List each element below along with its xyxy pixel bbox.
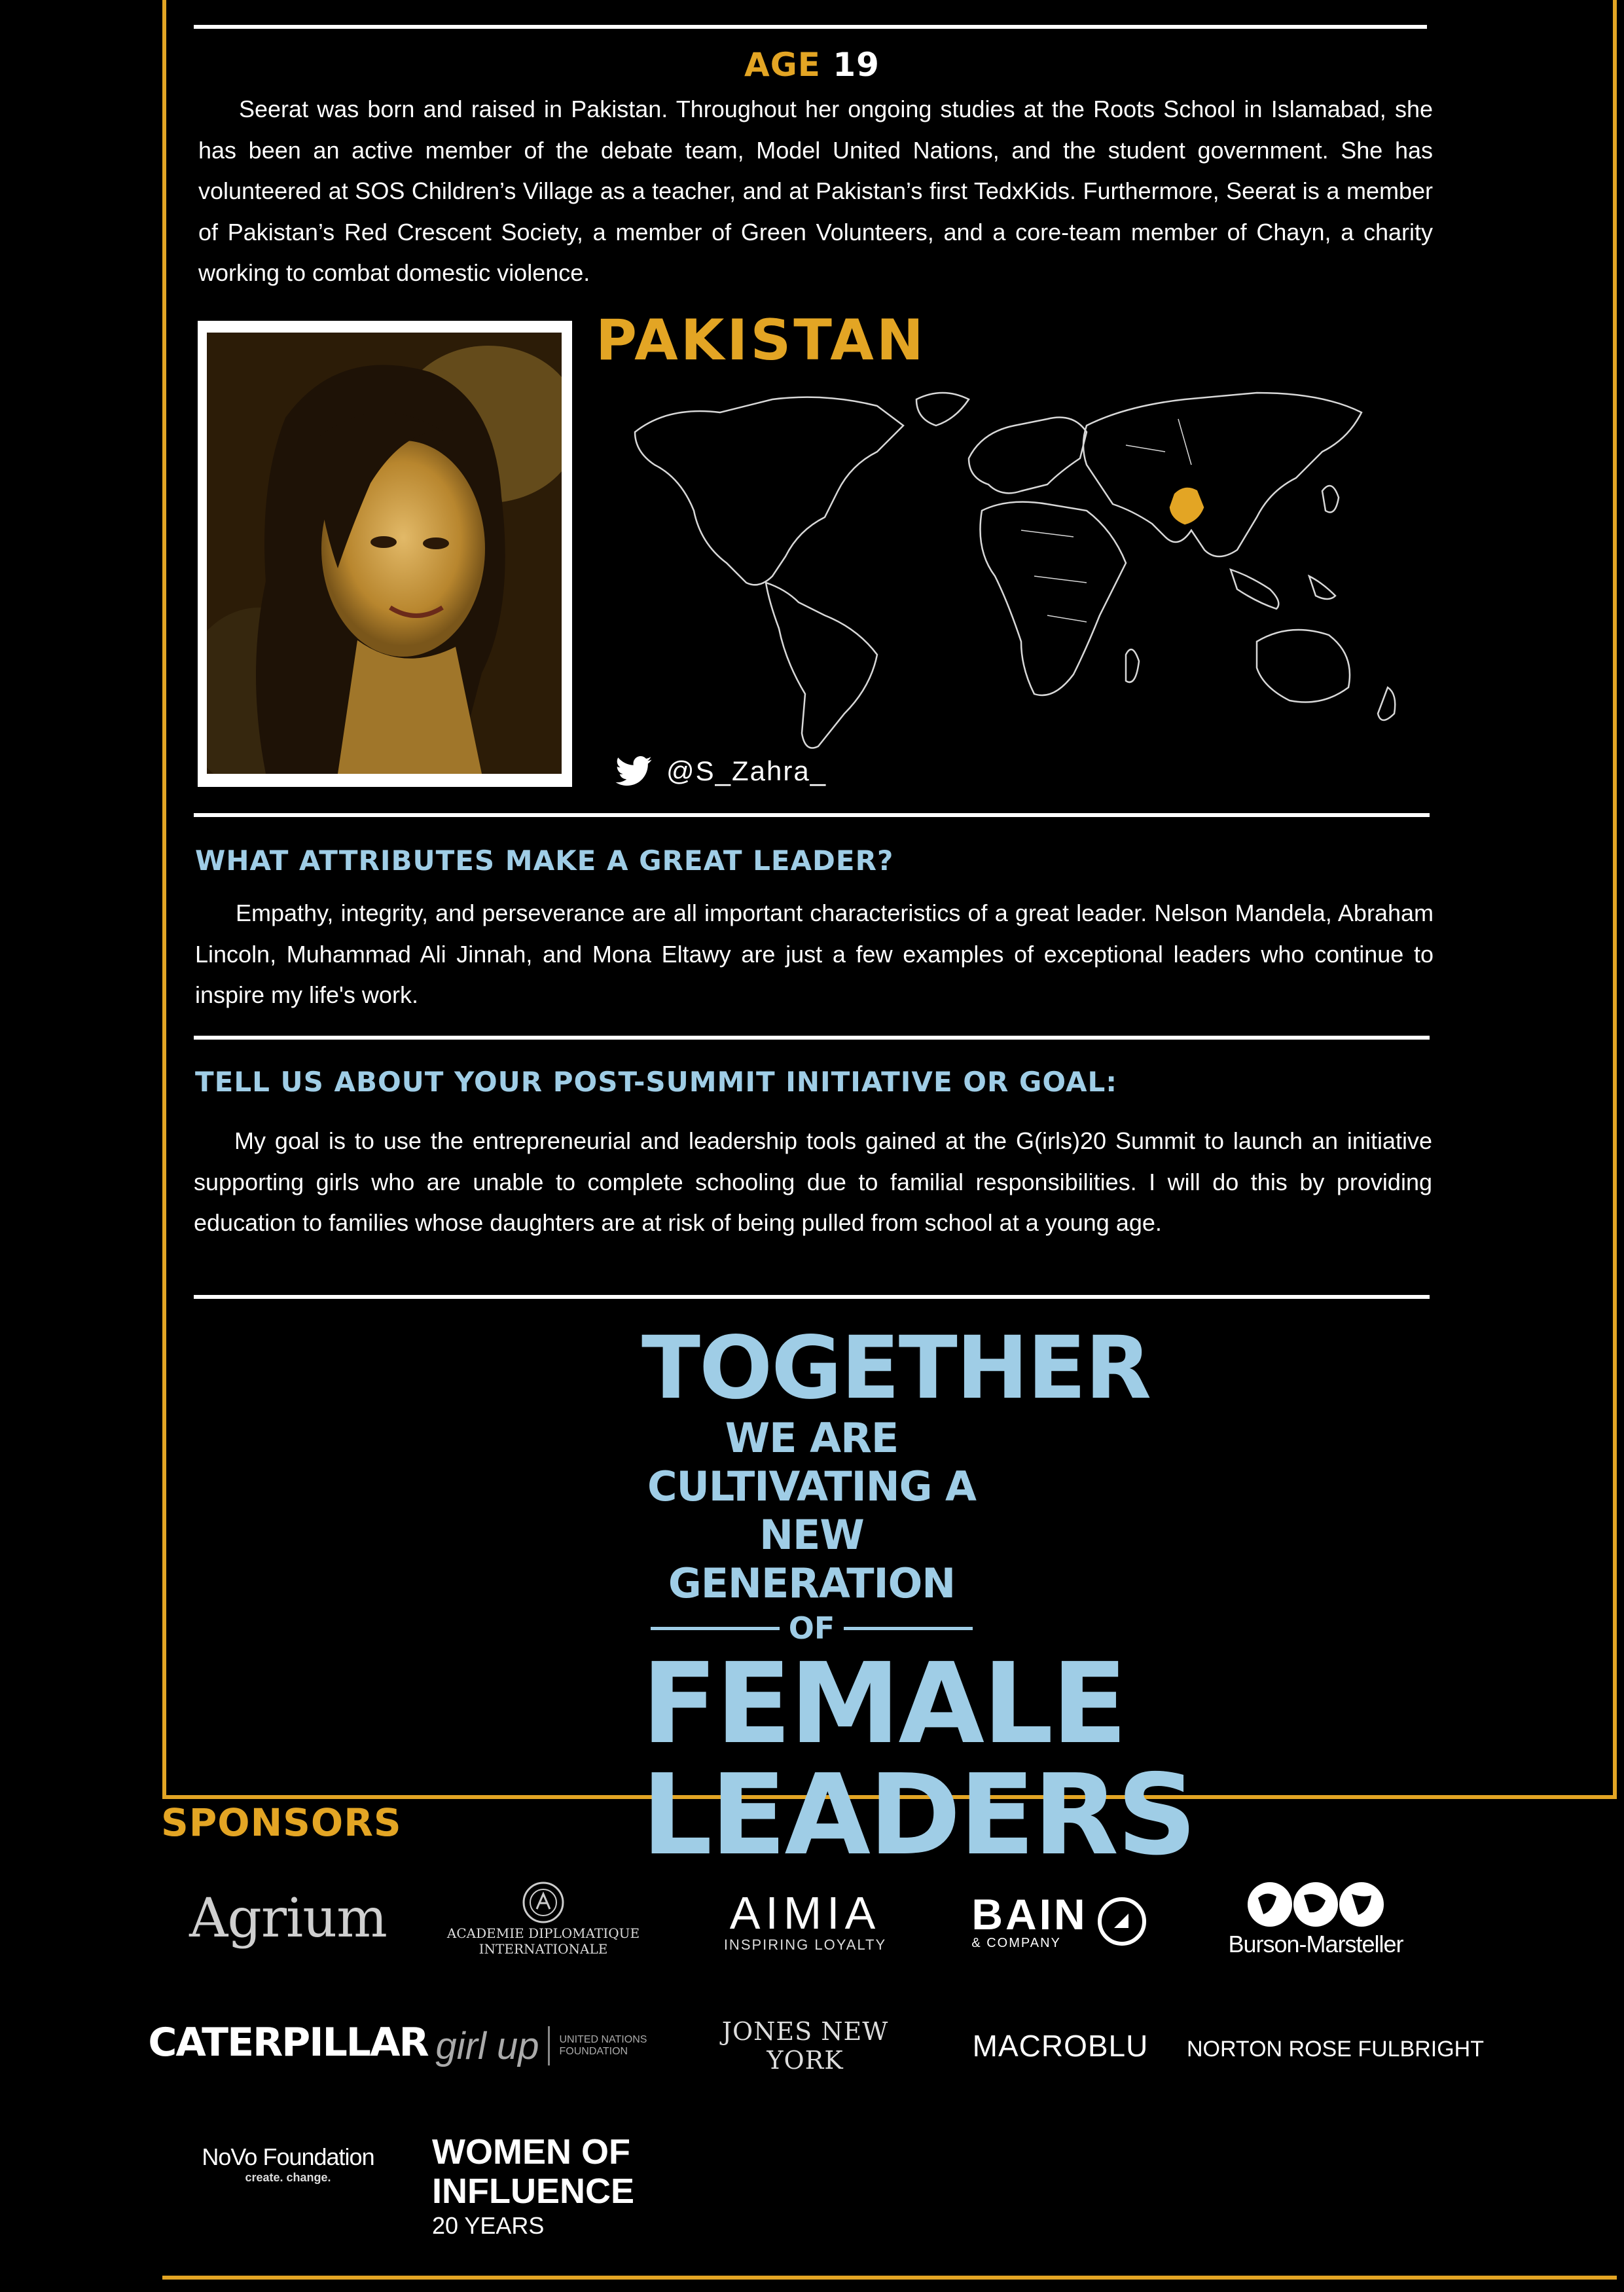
sponsor-caterpillar-logo[interactable] <box>148 2010 428 2075</box>
academie-seal-icon <box>517 1880 569 1925</box>
world-map <box>628 380 1427 759</box>
slogan-of-text: OF <box>788 1610 835 1646</box>
sponsor-bain-name: BAIN <box>971 1889 1088 1938</box>
globes-icon <box>1244 1878 1388 1931</box>
sponsor-norton-logo[interactable] <box>1186 2020 1485 2079</box>
top-divider <box>194 25 1427 29</box>
sponsor-novo-name: NoVo Foundation <box>202 2143 374 2170</box>
age-heading <box>0 46 1624 84</box>
bain-circle-icon <box>1094 1894 1149 1949</box>
sponsor-women-of-influence-logo[interactable] <box>432 2128 668 2246</box>
question-2-answer: My goal is to use the entrepreneurial and leadership tools gained at the G(irls)20 Summit to launch an initiative supporting girls who are unable to complete schooling due to familial responsibilities. I will do this by providing education to families whose daughters are at risk of being pulled from school at a young age. <box>194 1127 1432 1236</box>
age-value: 19 <box>833 46 880 84</box>
twitter-handle: @S_Zahra_ <box>666 755 827 786</box>
sponsor-woi-sub: 20 YEARS <box>432 2212 545 2239</box>
sponsor-jones-name: JONES NEW YORK <box>721 2017 889 2075</box>
profile-photo <box>207 333 562 774</box>
slogan-line-female: FEMALE <box>641 1639 1126 1769</box>
sponsor-norton-name: NORTON ROSE FULBRIGHT <box>1186 2036 1485 2062</box>
sponsor-burson-logo[interactable] <box>1191 1872 1440 1964</box>
slogan-line-together: TOGETHER <box>641 1318 1151 1419</box>
sponsor-academie-name: ACADEMIE DIPLOMATIQUE <box>446 1925 640 1941</box>
divider-1 <box>194 813 1430 817</box>
sponsor-agrium-logo[interactable] <box>164 1879 412 1957</box>
sponsor-macroblu-name: MACROBLU <box>972 2029 1149 2063</box>
sponsor-woi-line1: WOMEN OF <box>432 2132 630 2172</box>
question-1-answer: Empathy, integrity, and perseverance are all important characteristics of a great leader. Nelson Mandela, Abraham Lincoln, Muhammad Ali Jinnah, and Mona Eltawy are just a few examples of exceptional leaders who continue to inspire my life's work. <box>195 900 1434 1008</box>
slogan-line-leaders: LEADERS <box>641 1751 1195 1880</box>
age-label: AGE <box>744 46 821 84</box>
sponsor-caterpillar-name: CATERPILLAR <box>148 2020 428 2065</box>
question-1-heading: WHAT ATTRIBUTES MAKE A GREAT LEADER? <box>195 845 894 877</box>
sponsors-title: SPONSORS <box>161 1800 402 1845</box>
sponsor-aimia-logo[interactable] <box>681 1885 929 1957</box>
country-label: PAKISTAN <box>596 308 926 373</box>
slogan-line-generation: NEW GENERATION <box>668 1511 956 1607</box>
slogan-block <box>641 1318 1195 1880</box>
sponsor-burson-name: Burson-Marsteller <box>1228 1931 1403 1957</box>
divider-2 <box>194 1036 1430 1040</box>
sponsor-girlup-sub: UNITED NATIONS FOUNDATION <box>559 2034 647 2057</box>
sponsor-girlup-name: girl up <box>435 2024 539 2067</box>
slogan-line-cultivating: WE ARE CULTIVATING A <box>647 1414 977 1510</box>
sponsor-academie-logo[interactable] <box>419 1872 668 1964</box>
sponsor-agrium-name: Agrium <box>189 1887 387 1950</box>
sponsor-woi-line2: INFLUENCE <box>432 2172 634 2211</box>
sponsor-academie-sub: INTERNATIONALE <box>478 1941 608 1957</box>
sponsor-girlup-logo[interactable] <box>419 2003 668 2088</box>
sponsor-bain-logo[interactable] <box>936 1885 1185 1957</box>
sponsor-novo-logo[interactable] <box>164 2128 412 2200</box>
twitter-link[interactable] <box>615 752 827 791</box>
sponsor-aimia-name: AIMIA <box>729 1887 881 1938</box>
bio-paragraph: Seerat was born and raised in Pakistan. Throughout her ongoing studies at the Roots School in Islamabad, she has been an active member of the debate team, Model United Nations, and the student government. She has volunteered at SOS Children’s Village as a teacher, and at Pakistan’s first TedxKids. Furthermore, Seerat is a member of Pakistan’s Red Crescent Society, a member of Green Volunteers, and a core-team member of Chayn, a charity working to combat domestic violence. <box>198 96 1433 286</box>
sponsor-jones-logo[interactable] <box>681 2016 929 2075</box>
sponsor-aimia-sub: INSPIRING LOYALTY <box>723 1937 887 1953</box>
sponsor-bain-sub: & COMPANY <box>971 1935 1061 1950</box>
sponsor-novo-sub: create. change. <box>245 2170 331 2184</box>
bottom-divider <box>162 2276 1617 2280</box>
profile-photo-frame <box>198 321 572 787</box>
sponsor-macroblu-logo[interactable] <box>936 2016 1185 2075</box>
question-2-heading: TELL US ABOUT YOUR POST-SUMMIT INITIATIVE OR GOAL: <box>195 1066 1118 1098</box>
twitter-bird-icon <box>615 756 652 786</box>
divider-3 <box>194 1295 1430 1299</box>
